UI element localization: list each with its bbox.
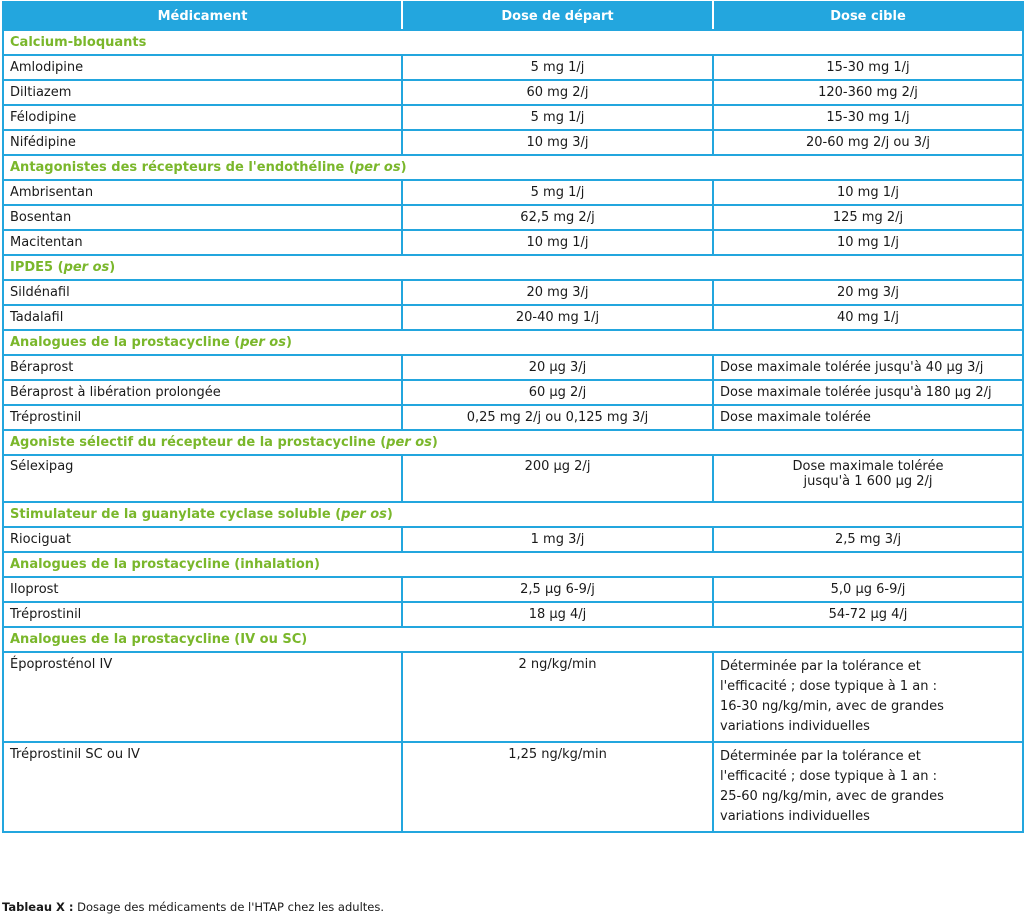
start-dose: 200 µg 2/j <box>402 455 713 502</box>
drug-name: Iloprost <box>3 577 402 602</box>
target-dose: 5,0 µg 6-9/j <box>713 577 1023 602</box>
table-row <box>3 180 1023 205</box>
category-row <box>3 627 1023 652</box>
table-row <box>3 205 1023 230</box>
target-dose-line: variations individuelles <box>720 719 870 734</box>
target-dose: 20-60 mg 2/j ou 3/j <box>713 130 1023 155</box>
start-dose: 18 µg 4/j <box>402 602 713 627</box>
header-medicament: Médicament <box>3 2 402 30</box>
category-label <box>3 627 1023 652</box>
caption-text: Dosage des médicaments de l'HTAP chez les adultes. <box>73 900 384 914</box>
table-row <box>3 230 1023 255</box>
category-route: per os <box>341 507 387 522</box>
table-row <box>3 355 1023 380</box>
table-row <box>3 652 1023 742</box>
table-row <box>3 602 1023 627</box>
start-dose: 62,5 mg 2/j <box>402 205 713 230</box>
start-dose: 10 mg 3/j <box>402 130 713 155</box>
table-row <box>3 380 1023 405</box>
category-route: per os <box>240 335 286 350</box>
start-dose: 1,25 ng/kg/min <box>402 742 713 832</box>
table-row <box>3 105 1023 130</box>
start-dose: 5 mg 1/j <box>402 55 713 80</box>
category-label <box>3 552 1023 577</box>
drug-name: Tadalafil <box>3 305 402 330</box>
target-dose: 120-360 mg 2/j <box>713 80 1023 105</box>
table-row <box>3 130 1023 155</box>
target-dose: Dose maximale tolérée <box>713 405 1023 430</box>
target-dose: 10 mg 1/j <box>713 230 1023 255</box>
table-row <box>3 280 1023 305</box>
target-dose-line: l'efficacité ; dose typique à 1 an : <box>720 769 937 784</box>
drug-name: Macitentan <box>3 230 402 255</box>
target-dose-line: Déterminée par la tolérance et <box>720 659 921 674</box>
category-title: IPDE5 ( <box>10 260 64 275</box>
target-dose-line: Dose maximale tolérée <box>792 459 944 474</box>
drug-name: Bosentan <box>3 205 402 230</box>
drug-name: Félodipine <box>3 105 402 130</box>
category-row <box>3 155 1023 180</box>
target-dose: 2,5 mg 3/j <box>713 527 1023 552</box>
category-title: Agoniste sélectif du récepteur de la prostacycline ( <box>10 435 387 450</box>
caption-label: Tableau X : <box>2 900 74 914</box>
drug-name: Sélexipag <box>3 455 402 502</box>
start-dose: 10 mg 1/j <box>402 230 713 255</box>
table-row <box>3 455 1023 502</box>
category-row <box>3 255 1023 280</box>
target-dose-line: l'efficacité ; dose typique à 1 an : <box>720 679 937 694</box>
drug-name: Riociguat <box>3 527 402 552</box>
start-dose: 60 mg 2/j <box>402 80 713 105</box>
drug-name: Tréprostinil <box>3 602 402 627</box>
category-title: Calcium-bloquants <box>10 35 147 50</box>
target-dose: 54-72 µg 4/j <box>713 602 1023 627</box>
header-dose-cible: Dose cible <box>713 2 1023 30</box>
target-dose-line: Déterminée par la tolérance et <box>720 749 921 764</box>
table-body <box>3 30 1023 832</box>
drug-name: Nifédipine <box>3 130 402 155</box>
category-title: Antagonistes des récepteurs de l'endothéline ( <box>10 160 355 175</box>
table-row <box>3 80 1023 105</box>
table-caption <box>2 900 384 914</box>
table-row <box>3 577 1023 602</box>
drug-name: Ambrisentan <box>3 180 402 205</box>
category-row <box>3 330 1023 355</box>
start-dose: 5 mg 1/j <box>402 105 713 130</box>
start-dose: 60 µg 2/j <box>402 380 713 405</box>
category-row <box>3 30 1023 55</box>
table-row <box>3 742 1023 832</box>
header-dose-depart: Dose de départ <box>402 2 713 30</box>
drug-name: Époprosténol IV <box>3 652 402 742</box>
target-dose-line: jusqu'à 1 600 µg 2/j <box>803 474 933 489</box>
target-dose-line: variations individuelles <box>720 809 870 824</box>
category-row <box>3 552 1023 577</box>
start-dose: 20 µg 3/j <box>402 355 713 380</box>
target-dose: 10 mg 1/j <box>713 180 1023 205</box>
category-title: Analogues de la prostacycline (IV ou SC) <box>10 632 308 647</box>
table-row <box>3 527 1023 552</box>
category-label: Antagonistes des récepteurs de l'endothéline (per os) <box>3 155 1023 180</box>
category-label <box>3 30 1023 55</box>
category-title: Stimulateur de la guanylate cyclase soluble ( <box>10 507 342 522</box>
table-row <box>3 55 1023 80</box>
category-route: per os <box>386 435 432 450</box>
table-row <box>3 305 1023 330</box>
start-dose: 2 ng/kg/min <box>402 652 713 742</box>
start-dose: 20 mg 3/j <box>402 280 713 305</box>
category-route: per os <box>354 160 401 175</box>
start-dose: 5 mg 1/j <box>402 180 713 205</box>
drug-name: Béraprost <box>3 355 402 380</box>
start-dose: 2,5 µg 6-9/j <box>402 577 713 602</box>
category-label: Stimulateur de la guanylate cyclase soluble (per os) <box>3 502 1023 527</box>
drug-name: Béraprost à libération prolongée <box>3 380 402 405</box>
category-label: Agoniste sélectif du récepteur de la prostacycline (per os) <box>3 430 1023 455</box>
start-dose: 0,25 mg 2/j ou 0,125 mg 3/j <box>402 405 713 430</box>
category-title: Analogues de la prostacycline ( <box>10 335 241 350</box>
target-dose <box>713 455 1023 502</box>
table-row <box>3 405 1023 430</box>
category-label: Analogues de la prostacycline (per os) <box>3 330 1023 355</box>
drug-name: Sildénafil <box>3 280 402 305</box>
start-dose: 20-40 mg 1/j <box>402 305 713 330</box>
category-row <box>3 502 1023 527</box>
drug-name: Diltiazem <box>3 80 402 105</box>
category-title: Analogues de la prostacycline (inhalation) <box>10 557 320 572</box>
drug-name: Amlodipine <box>3 55 402 80</box>
header-row <box>3 2 1023 30</box>
drug-name: Tréprostinil SC ou IV <box>3 742 402 832</box>
target-dose: 20 mg 3/j <box>713 280 1023 305</box>
target-dose: 125 mg 2/j <box>713 205 1023 230</box>
target-dose: Dose maximale tolérée jusqu'à 180 µg 2/j <box>713 380 1023 405</box>
target-dose: 15-30 mg 1/j <box>713 105 1023 130</box>
target-dose <box>713 652 1023 742</box>
start-dose: 1 mg 3/j <box>402 527 713 552</box>
category-row <box>3 430 1023 455</box>
target-dose: 15-30 mg 1/j <box>713 55 1023 80</box>
drug-name: Tréprostinil <box>3 405 402 430</box>
target-dose: Dose maximale tolérée jusqu'à 40 µg 3/j <box>713 355 1023 380</box>
dosage-table <box>2 1 1024 833</box>
target-dose: 40 mg 1/j <box>713 305 1023 330</box>
category-label: IPDE5 (per os) <box>3 255 1023 280</box>
target-dose-line: 16-30 ng/kg/min, avec de grandes <box>720 699 944 714</box>
target-dose-line: 25-60 ng/kg/min, avec de grandes <box>720 789 944 804</box>
category-route: per os <box>63 260 110 275</box>
target-dose <box>713 742 1023 832</box>
